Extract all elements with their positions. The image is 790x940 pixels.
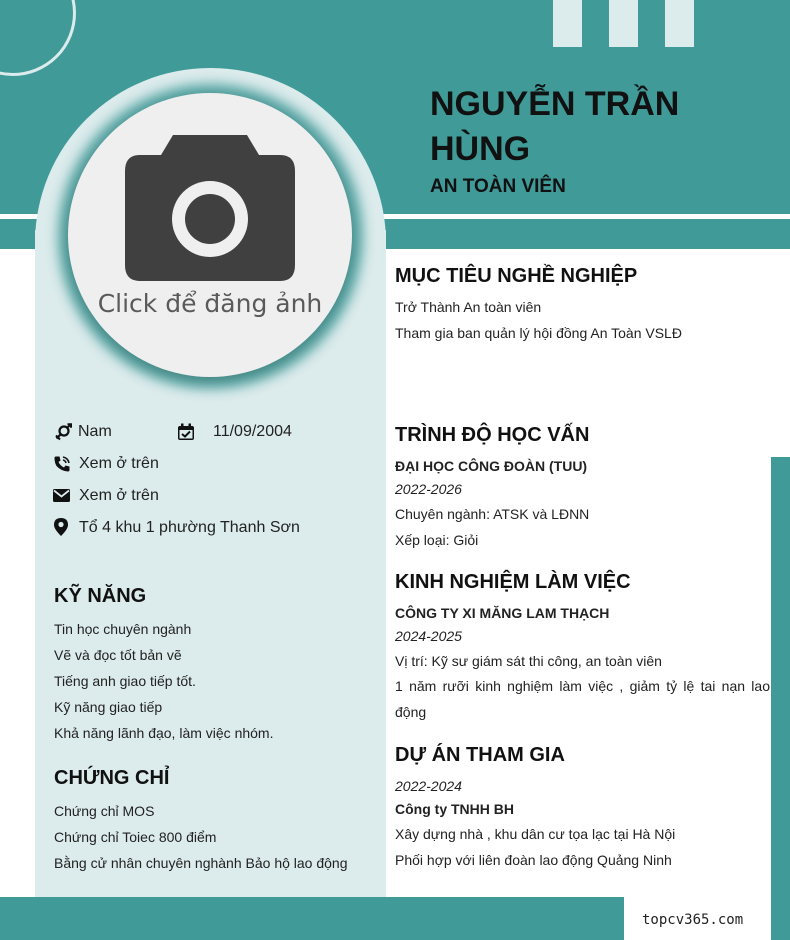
projects-heading: DỰ ÁN THAM GIA (395, 744, 565, 766)
camera-icon (125, 135, 295, 281)
certificate-item: Chứng chỉ MOS (54, 803, 155, 819)
certificate-item: Bằng cử nhân chuyên nghành Bảo hộ lao động (54, 855, 348, 871)
photo-upload-label: Click để đăng ảnh (97, 289, 323, 318)
experience-description: 1 năm rưỡi kinh nghiệm làm việc , giảm tỷ lệ tai nạn lao động (395, 678, 770, 720)
experience-heading: KINH NGHIỆM LÀM VIỆC (395, 571, 631, 593)
location-pin-icon (54, 518, 68, 536)
footer-band (0, 897, 624, 940)
objective-line: Tham gia ban quản lý hội đồng An Toàn VSLĐ (395, 325, 682, 341)
date-of-birth: 11/09/2004 (213, 423, 292, 440)
skill-item: Khả năng lãnh đạo, làm việc nhóm. (54, 725, 274, 741)
phone-value: Xem ở trên (79, 455, 159, 472)
site-watermark: topcv365.com (642, 912, 744, 928)
gender-value: Nam (78, 423, 112, 440)
certificate-item: Chứng chỉ Toiec 800 điểm (54, 829, 217, 845)
experience-position: Vị trí: Kỹ sư giám sát thi công, an toàn viên (395, 653, 662, 669)
education-major: Chuyên ngành: ATSK và LĐNN (395, 506, 590, 522)
project-line: Phối hợp với liên đoàn lao động Quảng Ninh (395, 852, 672, 868)
skill-item: Tiếng anh giao tiếp tốt. (54, 673, 196, 689)
address-value: Tổ 4 khu 1 phường Thanh Sơn (79, 519, 300, 536)
calendar-icon (177, 423, 195, 441)
objective-heading: MỤC TIÊU NGHỀ NGHIỆP (395, 265, 638, 287)
school-name: ĐẠI HỌC CÔNG ĐOÀN (TUU) (395, 458, 588, 474)
project-company: Công ty TNHH BH (395, 801, 514, 817)
skill-item: Tin học chuyên ngành (54, 621, 192, 637)
decorative-bar (609, 0, 638, 47)
job-title: AN TOÀN VIÊN (430, 176, 566, 197)
decorative-bar (665, 0, 694, 47)
education-heading: TRÌNH ĐỘ HỌC VẤN (395, 424, 590, 446)
experience-company: CÔNG TY XI MĂNG LAM THẠCH (395, 605, 610, 621)
certificates-heading: CHỨNG CHỈ (54, 767, 170, 789)
email-icon (53, 488, 70, 503)
experience-period: 2024-2025 (395, 628, 462, 644)
phone-icon (53, 455, 71, 473)
project-line: Xây dựng nhà , khu dân cư tọa lạc tại Hà Nội (395, 826, 676, 842)
skill-item: Kỹ năng giao tiếp (54, 699, 163, 715)
project-period: 2022-2024 (395, 778, 462, 794)
profile-photo-upload[interactable] (68, 93, 352, 377)
skill-item: Vẽ và đọc tốt bản vẽ (54, 647, 182, 663)
gender-icon (54, 423, 72, 441)
education-period: 2022-2026 (395, 481, 462, 497)
full-name: NGUYỄN TRẦN HÙNG (430, 85, 680, 168)
skills-heading: KỸ NĂNG (54, 585, 147, 607)
objective-line: Trở Thành An toàn viên (395, 299, 542, 315)
decorative-bar (553, 0, 582, 47)
education-grade: Xếp loại: Giỏi (395, 532, 479, 548)
email-value: Xem ở trên (79, 487, 159, 504)
right-accent-bar (771, 457, 790, 940)
